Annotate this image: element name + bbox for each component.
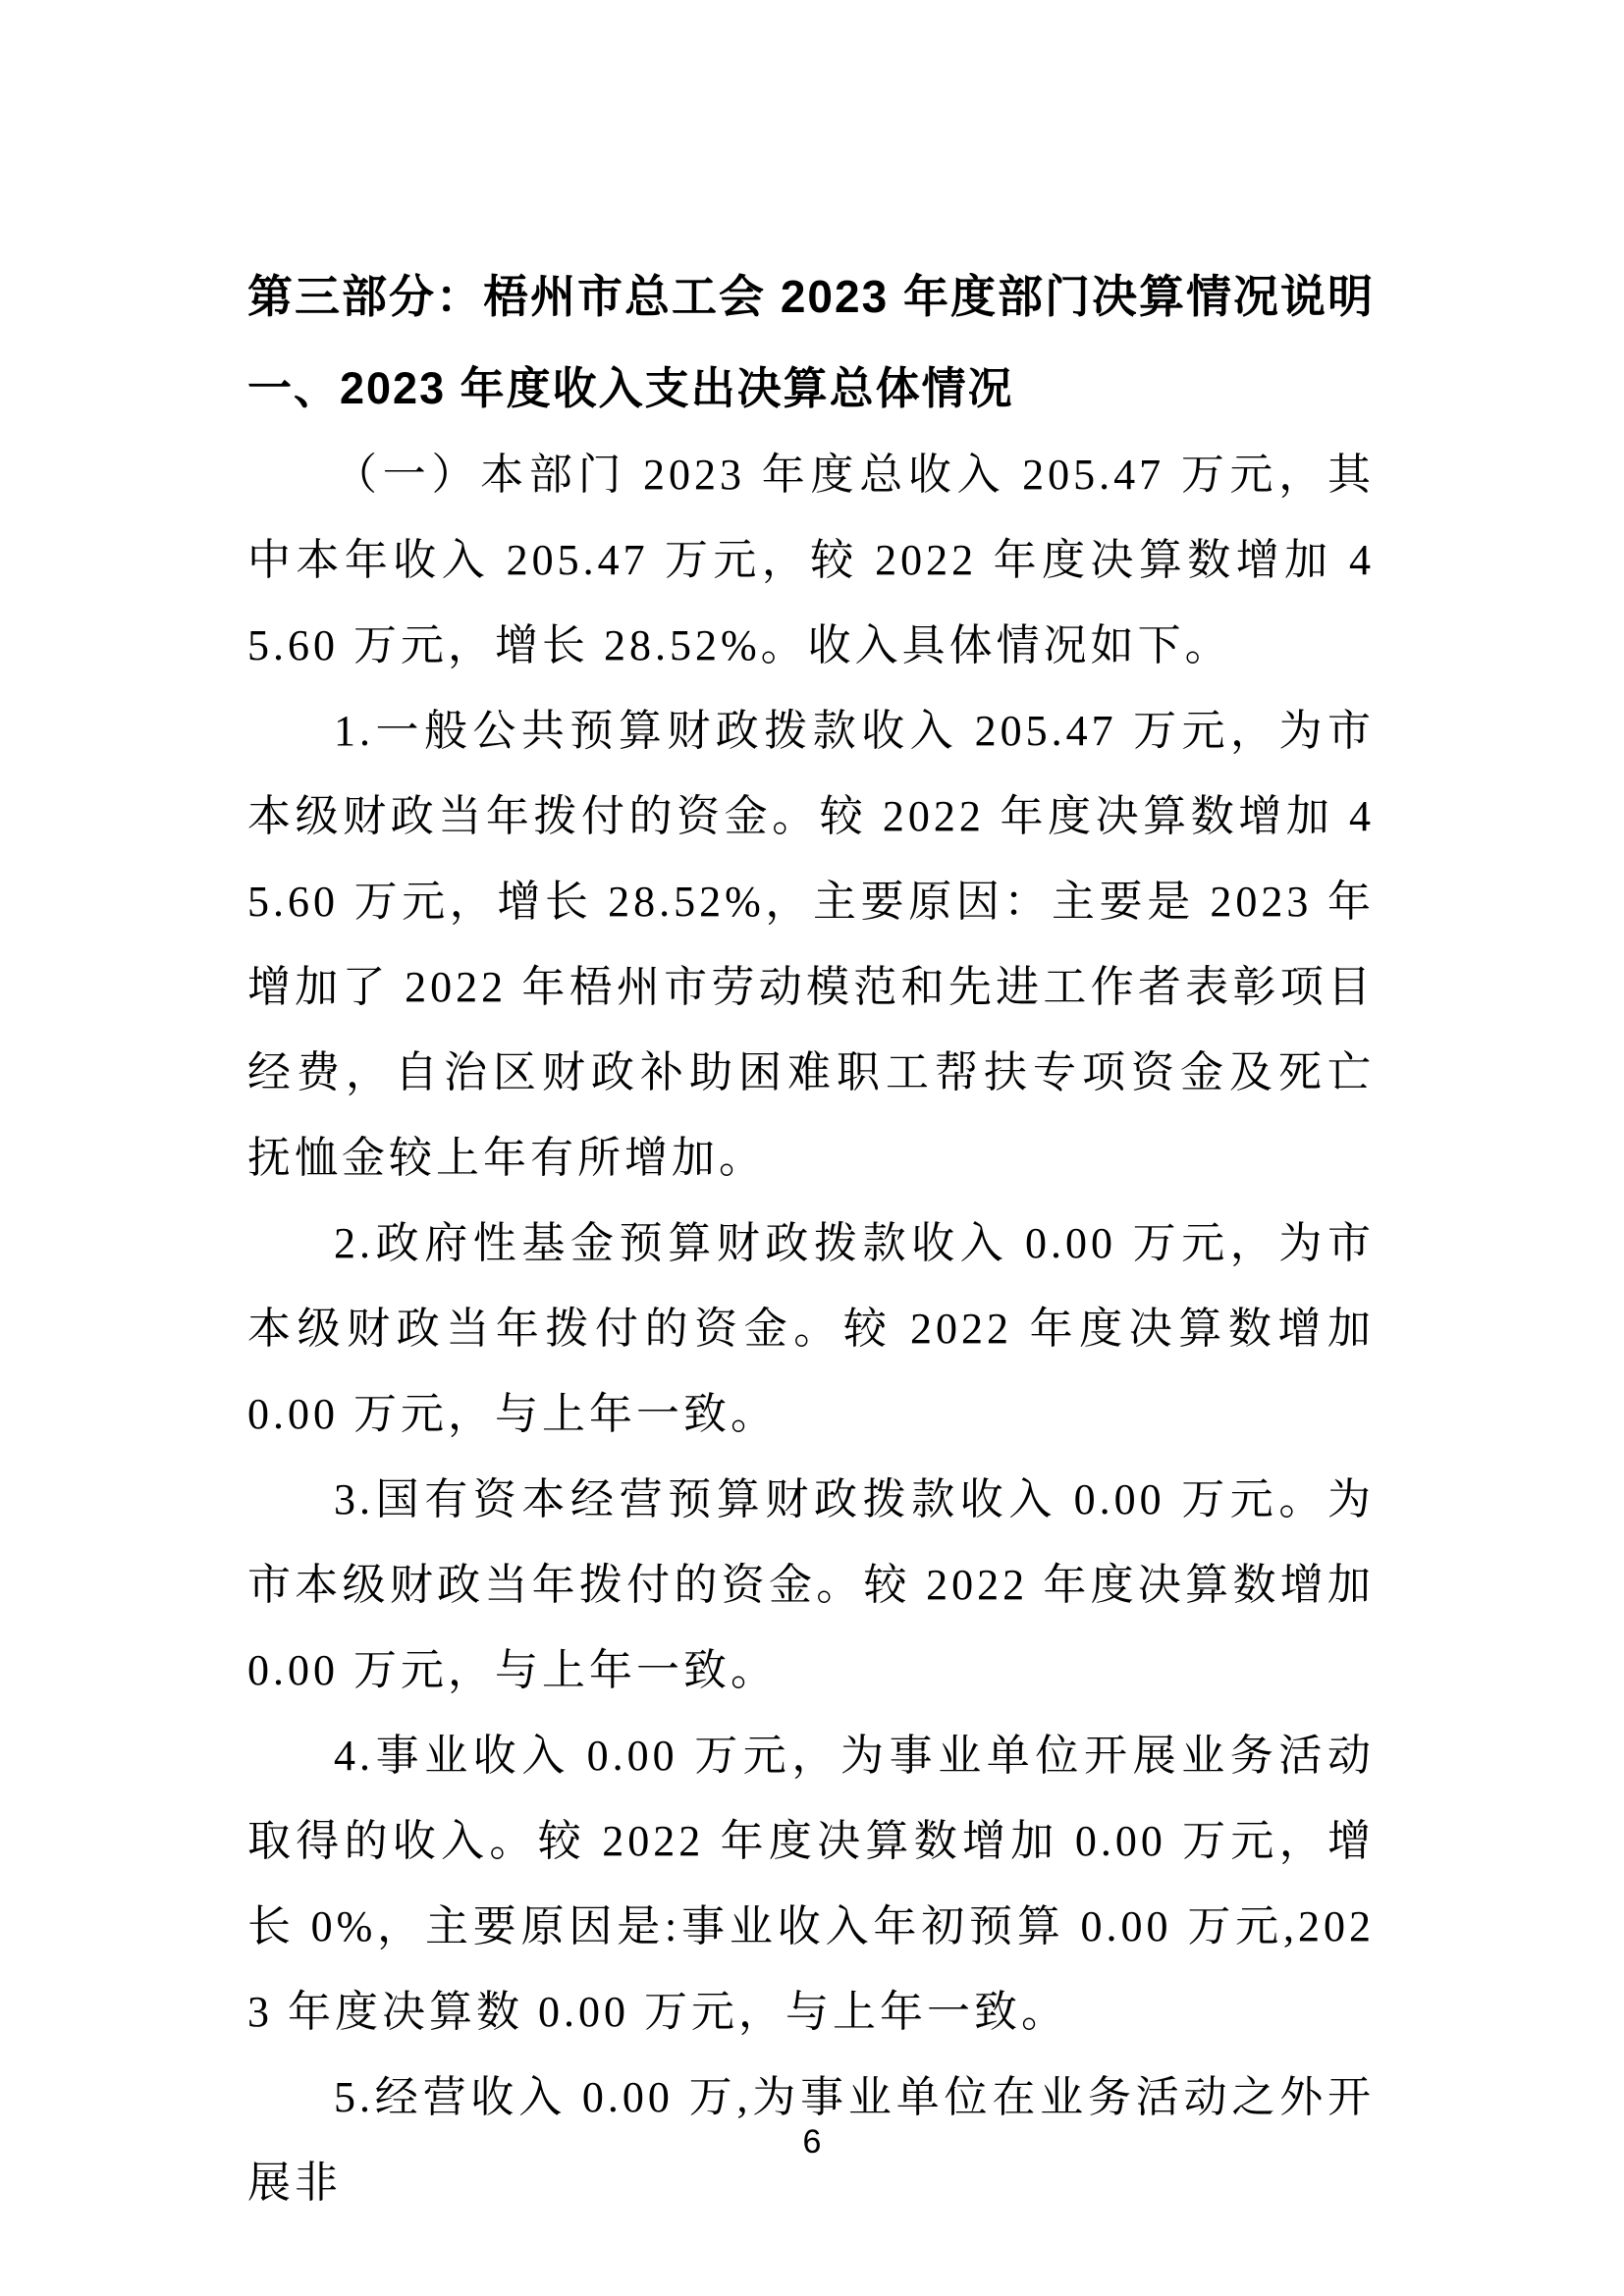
page-footer — [0, 2122, 1624, 2162]
page-title: 第三部分：梧州市总工会 2023 年度部门决算情况说明 — [247, 271, 1375, 322]
paragraph: 5.经营收入 0.00 万,为事业单位在业务活动之外开展非 — [247, 2073, 1375, 2207]
paragraph: 1.一般公共预算财政拨款收入 205.47 万元，为市本级财政当年拨付的资金。较 2022 年度决算数增加 45.60 万元，增长 28.52%，主要原因：主要是 2023 年增加了 2022 年梧州市劳动模范和先进工作者表彰项目经费，自治区财政补助困难职工帮扶专项资金及死亡抚恤金较上年有所增加。 — [247, 707, 1375, 1182]
page-number: 6 — [802, 2123, 822, 2161]
document-content — [247, 253, 1375, 2225]
paragraph: （一）本部门 2023 年度总收入 205.47 万元，其中本年收入 205.47 万元，较 2022 年度决算数增加 45.60 万元，增长 28.52%。收入具体情况如下。 — [247, 451, 1375, 669]
document-body — [247, 432, 1375, 2225]
section-heading: 一、2023 年度收入支出决算总体情况 — [247, 363, 1014, 413]
paragraph: 2.政府性基金预算财政拨款收入 0.00 万元，为市本级财政当年拨付的资金。较 2022 年度决算数增加 0.00 万元，与上年一致。 — [247, 1219, 1375, 1438]
paragraph: 4.事业收入 0.00 万元，为事业单位开展业务活动取得的收入。较 2022 年度决算数增加 0.00 万元，增长 0%，主要原因是:事业收入年初预算 0.00 万元,2023 年度决算数 0.00 万元，与上年一致。 — [247, 1732, 1375, 2036]
paragraph: 3.国有资本经营预算财政拨款收入 0.00 万元。为市本级财政当年拨付的资金。较 2022 年度决算数增加 0.00 万元，与上年一致。 — [247, 1475, 1375, 1694]
